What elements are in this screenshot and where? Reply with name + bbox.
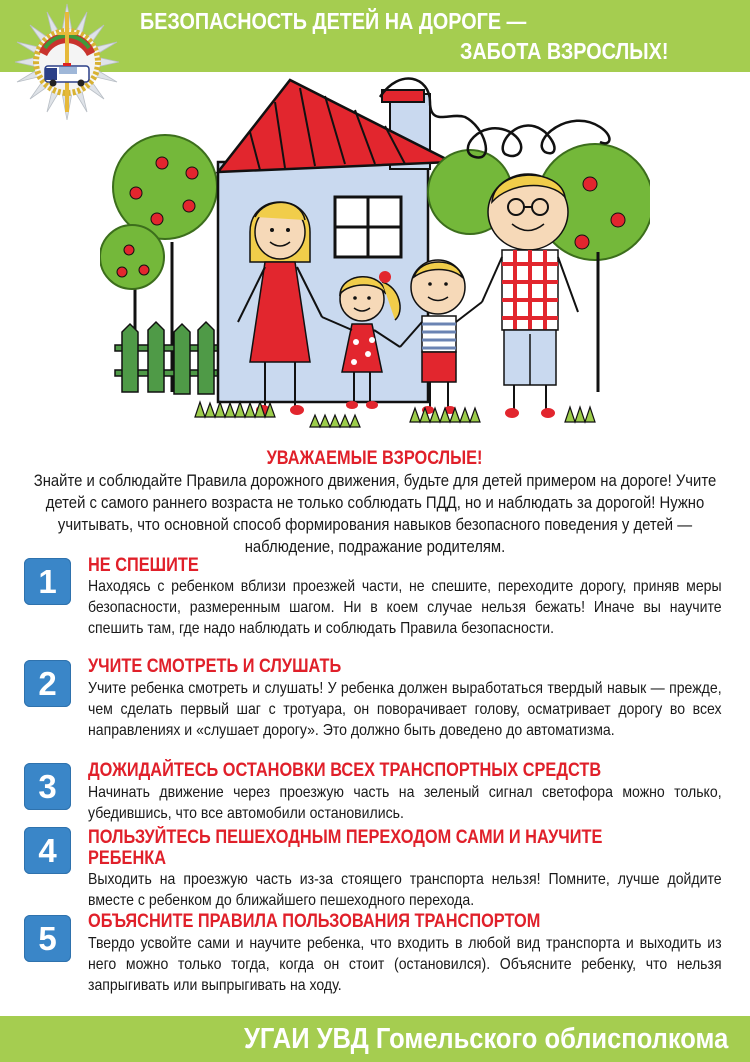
number-badge-4: 4 <box>24 827 71 874</box>
number-badge-1: 1 <box>24 558 71 605</box>
intro-text: Знайте и соблюдайте Правила дорожного движения, будьте для детей примером на дороге! Учите детей с самого раннего возраста не только соблюдать ПДД, но и наблюдать за дорогой! Нужно учитывать, что основной способ формирования навыков безопасного поведения у детей — наблюдение, подражание родителям. <box>33 472 717 556</box>
rule-title-2: УЧИТЕ СМОТРЕТЬ И СЛУШАТЬ <box>88 656 342 677</box>
greeting-text: УВАЖАЕМЫЕ ВЗРОСЛЫЕ! <box>267 448 483 469</box>
number-badge-5: 5 <box>24 915 71 962</box>
grass <box>195 402 595 427</box>
rule-text-4: Выходить на проезжую часть из-за стоящего транспорта нельзя! Помните, лучше дойдите вместе с ребенком до ближайшего пешеходного перехода. <box>88 871 722 909</box>
fence <box>115 322 225 394</box>
father-figure <box>482 174 578 418</box>
rule-title-4-line2: РЕБЕНКА <box>88 848 167 869</box>
rule-text-3: Начинать движение через проезжую часть на зеленый сигнал светофора можно только, убедившись, что все автомобили остановились. <box>88 784 722 822</box>
rule-text-5: Твердо усвойте сами и научите ребенка, что входить в любой вид транспорта и выходить из него можно только тогда, когда он стоит (остановился). Объясните ребенку, что нельзя запрыгивать или выпрыгивать на ходу. <box>88 935 722 994</box>
rule-text-2: Учите ребенка смотреть и слушать! У ребенка должен выработаться твердый навык — прежде, чем сделать первый шаг с тротуара, он поворачивает голову, осматривает дорогу во всех направлениях и «слушает дорогу». Это должно быть доведено до автоматизма. <box>88 680 722 739</box>
footer-band <box>0 1016 750 1062</box>
rule-title-1: НЕ СПЕШИТЕ <box>88 555 199 576</box>
footer-organization: УГАИ УВД Гомельского облисполкома <box>243 1023 728 1055</box>
rule-title-5: ОБЪЯСНИТЕ ПРАВИЛА ПОЛЬЗОВАНИЯ ТРАНСПОРТОМ <box>88 911 541 932</box>
rule-text-1: Находясь с ребенком вблизи проезжей части, не спешите, переходите дорогу, приняв меры безопасности, размеренным шагом. Ни в коем случае нельзя бежать! Иначе вы научите спешить там, где надо наблюдать и соблюдать Правила безопасности. <box>88 578 722 637</box>
rule-title-4: ПОЛЬЗУЙТЕСЬ ПЕШЕХОДНЫМ ПЕРЕХОДОМ САМИ И НАУЧИТЕ <box>88 827 603 848</box>
number-badge-3: 3 <box>24 763 71 810</box>
family-house-illustration <box>100 72 650 442</box>
greeting-heading <box>0 448 750 470</box>
poster-title-line1: БЕЗОПАСНОСТЬ ДЕТЕЙ НА ДОРОГЕ — <box>140 8 527 34</box>
number-badge-2: 2 <box>24 660 71 707</box>
poster-title-line2: ЗАБОТА ВЗРОСЛЫХ! <box>460 38 669 64</box>
intro-paragraph <box>20 470 730 558</box>
rule-title-3: ДОЖИДАЙТЕСЬ ОСТАНОВКИ ВСЕХ ТРАНСПОРТНЫХ СРЕДСТВ <box>88 760 602 781</box>
